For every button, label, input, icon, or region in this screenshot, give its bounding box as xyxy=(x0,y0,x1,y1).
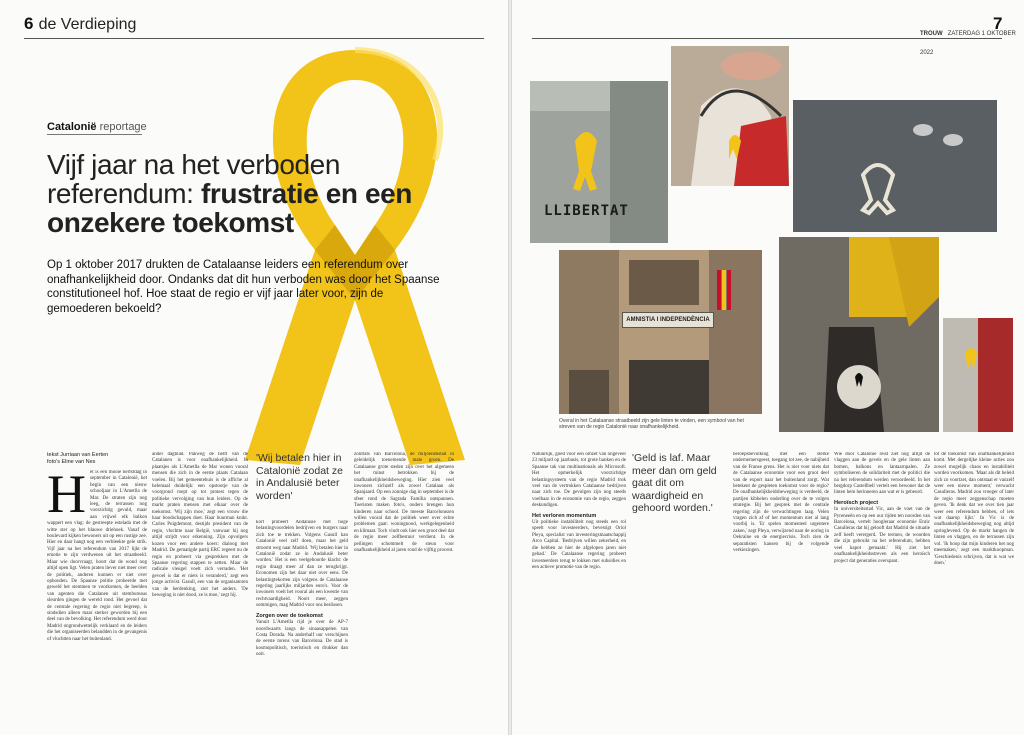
intro-paragraph: Op 1 oktober 2017 drukten de Catalaanse leiders een referendum over onafhankelijkheid door. Ondanks dat dit hun verboden was door het Spaanse constitutioneel hof. Hoe staat de regio er vijf jaar later voor, zijn de gemoederen bekoeld? xyxy=(47,259,440,315)
right-header-rule xyxy=(532,38,1002,39)
photo-shutter-ribbon xyxy=(943,318,1013,432)
column-1-text: et is een mooie herfstdag in september in Catalonië, het begin van een nieuw schooljaar in L'Ametlla de Mar. De straten zijn nog leeg, de terrassen nog voorzichtig gevuld, maar aan vrijwel elk balkon wappert een vlag: de gestreepte estelada met de witte ster op het blauwe driehoek. Vanaf de boulevard kijken bewoners uit op een rustige zee. Hier en daar hangt nog een verbleekte gele strik. Vijf jaar na het referendum van 2017 lijkt de emotie te zijn verdwenen uit het straatbeeld. Maar wie doorvraagt, hoort dat de wond nog altijd open ligt. Velen praten liever niet meer over de politiek, anderen kunnen er niet over ophouden. De Spaanse politie probeerde met geweld het stemmen te voorkomen, de beelden van agenten die Catalanen uit stembureaus sleurden gingen de wereld rond. Het gevoel dat de centrale regering de regio niet begreep, is sindsdien alleen maar sterker geworden bij een deel van de bevolking. Het referendum werd door Madrid ongrondwettelijk verklaard en de leiders die het organiseerden belandden in de gevangenis of vluchtten naar het buitenland. xyxy=(47,470,147,642)
street-photo-graphic xyxy=(793,100,997,232)
shutter-photo-graphic xyxy=(943,318,1013,432)
photo-balcony-banner xyxy=(559,250,762,414)
article-column-4 xyxy=(354,452,454,728)
subhead-momentum: Het verloren momentum xyxy=(532,512,597,519)
photo-caption: Overal in het Catalaanse straatbeeld zijn gele linten te vinden, een symbool van het streven van de regio Catalonië naar onafhankelijkheid. xyxy=(559,418,744,430)
dropcap: H xyxy=(47,470,86,524)
left-header-rule xyxy=(24,38,484,39)
left-header xyxy=(24,14,136,34)
lamppost-photo-graphic xyxy=(779,237,939,432)
headline xyxy=(47,150,427,237)
right-column-3 xyxy=(834,452,930,728)
bag-photo-graphic xyxy=(671,46,789,186)
column-3b-text: Vanuit L'Ametlla rijd je over de AP-7 noordwaarts langs de sinaasappelen van Costa Dorada. Na anderhalf uur verschijnen de eerste torens van Barcelona. De stad is kosmopolitisch, toeristisch en drukker dan ooit. xyxy=(256,620,348,658)
article-column-3 xyxy=(256,520,348,728)
right-column-4-text: tot de toekomst van onafhankelijkheid komt. Met dergelijke kleine acties zou zowel mogelijk chaos en instabiliteit worden voorkomen. 'Maar als dit beleid zich zo voortzet, dan ontstaat er vanzelf weer een nieuw moment,' verwacht Casulleras. Madrid zou vroeger of later de regio meer zeggenschap moeten geven. 'Ik denk dat we over tien jaar weer een referendum hebben, of iets wat daarop lijkt.' In Vic is de onafhankelijkheidsbeweging nog altijd springlevend. Op de markt hangen de linten en vlaggen, en de terrassen zijn vol. 'Ik hoop dat mijn kinderen het nog meemaken,' zegt een marktkoopman. 'Geschiedenis schrijven, dat is wat we doen.' xyxy=(934,452,1014,566)
left-page-number: 6 xyxy=(24,14,34,33)
right-column-1b-text: Uit politieke instabiliteit nog steeds een rol speelt voor investeerders, bevestigt Oriol Pleya, specialist van investeringsmaatschappij Arco Capital. 'Bedrijven willen zekerheid, en die hebben ze hier de afgelopen jaren niet gehad.' De Catalaanse regering probeert investeerders terug te lokken met subsidies en een actieve promotie van de regio. xyxy=(532,520,626,570)
photo-street-ribbon xyxy=(793,100,997,232)
photo-lamppost-ribbon xyxy=(779,237,939,432)
right-column-1-text: Natuurlijk, goed voor een omzet van ongeveer 23 miljard op jaarbasis, tot grote banken en de Spaanse tak van multinationals als Microsoft. Het opmerkelijk voorzichtige belastingsysteem van de regio Madrid trok veel van de vertrokken Catalaanse bedrijven naar zich toe. De gevolgen zijn nog steeds voelbaar in de economie van de regio, zeggen deskundigen. xyxy=(532,452,626,509)
kicker-rule xyxy=(47,134,142,135)
subhead-heroisch: Heroïsch project xyxy=(834,499,879,506)
yellow-ribbon-image xyxy=(205,40,505,470)
article-column-1 xyxy=(47,470,147,728)
right-column-1 xyxy=(532,452,626,728)
kicker xyxy=(47,121,147,133)
right-column-2 xyxy=(733,452,829,728)
wall-graffiti: LLIBERTAT xyxy=(544,203,629,219)
right-page-number: 7 xyxy=(993,14,1003,33)
paper-name: TROUW xyxy=(920,31,943,37)
right-column-3b-text: In universiteitsstad Vic, aan de voet van de Pyreneeën en op een uur rijden ten noorden van Barcelona, vertelt hoogleraar economie Enric Casulleras dat hij gelooft dat Madrid de situatie zelf heeft verergerd. 'De termen, de woorden die zijn gebruikt na het referendum, hebben veel kapot gemaakt.' Hij ziet het onafhankelijkheidsstreven als een heroïsch project dat generaties overspant. xyxy=(834,507,930,564)
article-column-2 xyxy=(152,452,248,728)
right-column-2-text: beroepsbevolking met een sterke ondernemersgeest, toegang tot zee, de nabijheid van de Franse grens. Het is niet voor niets dat de Catalaanse economie voor een groot deel van de export naar het buitenland zorgt. Wat betekent de gespleten toekomst voor de regio? De onafhankelijkheidsbeweging is verdeeld, de partijen kibbelen onderling over de te volgen strategie. Bij het gesprek met de centrale regering zijn de verwachtingen laag. Velen vragen zich af of het momentum niet al lang voorbij is. 'Er spelen momenteel urgentere zaken,' zegt Pleya, verwijzend naar de oorlog in Oekraïne en de energiecrisis. Toch zien de separatisten kansen bij de volgende verkiezingen. xyxy=(733,452,829,554)
balcony-photo-graphic xyxy=(559,250,762,414)
column-2-text: ander dagblad. Pakweg de helft van de Catalanen is voor onafhankelijkheid. In plaatsjes als L'Ametlla de Mar wonen vooral mensen die zich in de eerste plaats Catalaan voelen. Bij het gemeentehuis is de affiche al helemaal duidelijk: een opstootje van de voorgrond roept op tot protest tegen de politieke vervolging van hun leiders. Op de markt praten mensen met elkaar over de toekomst. 'Wij zijn moe,' zegt een vrouw die haar boodschappen doet. Haar buurman knikt. Carles Puigdemont, destijds president van de regio, vluchtte naar België, vanwaar hij nog altijd strijdt voor erkenning. Zijn opvolgers kozen voor een andere koers: dialoog met Madrid. De gematigde partij ERC regeert nu de regio en probeert via gesprekken met de Spaanse regering stappen te zetten. Maar de radicale vleugel voelt zich verraden. 'Het gevoel is dat er niets is veranderd,' zegt een jonge activist. Gasull, een van de organisatoren van de herdenking, ziet het anders. 'De beweging is niet dood, ze is moe,' zegt hij. xyxy=(152,452,248,598)
kicker-topic: Catalonië xyxy=(47,121,97,133)
section-label: de Verdieping xyxy=(38,16,137,33)
banner-text: AMNISTIA I INDEPENDÈNCIA xyxy=(622,312,714,328)
byline-text: tekst Jurriaan van Eerten xyxy=(47,452,109,458)
right-header-number xyxy=(993,14,1002,34)
byline-photos: foto's Eline van Nes xyxy=(47,459,96,465)
paper-date: ZATERDAG 1 OKTOBER 2022 xyxy=(920,31,1016,56)
column-4-text: zonflats van Barcelona, de miljoenenstad in geleidelijk toenemende mate groen. De Catalaanse grote steden zijn over het algemeen het minst betrokken bij de onafhankelijkheidsbeweging. Hier zien veel inwoners zichzelf als zowel Catalaan als Spanjaard. Op een zonnige dag in september is de sfeer rond de Sagrada Família ontspannen. Toeristen maken foto's, ouders brengen hun kinderen naar school. De meeste Barcelonezen willen vooral dat de politiek weer over echte problemen gaat: woningnood, werkgelegenheid en klimaat. Toch vindt ook hier een groot deel dat de regio meer zelfbestuur verdient. In de peilingen schommelt de steun voor onafhankelijkheid al jaren rond de vijftig procent. xyxy=(354,452,454,554)
photo-bag-ribbon xyxy=(671,46,789,186)
right-header-paper xyxy=(920,20,1024,58)
right-column-3-text: Wie door Catalonië reist ziet nog altijd de vlaggen aan de gevels en de gele linten aan bomen, balkons en lantaarnpalen. Ze symboliseren de solidariteit met de politici die na het referendum werden veroordeeld. In het bergdorp Castellbell vertelt een bewoner dat de linten hem herinneren aan wat er is gebeurd. xyxy=(834,452,930,496)
headline-light: Vijf jaar na het verboden referendum: xyxy=(47,149,341,209)
byline xyxy=(47,452,108,466)
right-pull-quote: 'Geld is laf. Maar meer dan om geld gaat dit om waardigheid en gehoord worden.' xyxy=(632,452,717,514)
kicker-type: reportage xyxy=(99,121,147,133)
column-3-text: kort probeert Andalusië met hoge belastingvoordelen bedrijven en burgers naar zich toe te trekken. Volgens Gasull kan Catalonië veel zelf doen, maar het geld stroomt weg naar Madrid. 'Wij betalen hier in Catalonië zodat ze in Andalusië beter worden.' Het is een veelgehoorde klacht: de regio draagt meer af dan ze terugkrijgt. Economen zijn het daar niet over eens. De belastingtekorten zijn volgens de Catalaanse regering jaarlijks miljarden euro's. Voor de inwoners voelt het vooral als een kwestie van rechtvaardigheid. Nooit meer, zeggen sommigen, mag Madrid voor ons beslissen. xyxy=(256,520,348,609)
right-column-4 xyxy=(934,452,1014,728)
photo-wall-ribbon xyxy=(530,81,668,243)
pull-quote: 'Wij betalen hier in Catalonië zodat ze in Andalusië beter worden' xyxy=(256,452,343,502)
right-page xyxy=(512,0,1024,735)
headline-bold: frustratie en een onzekere toekomst xyxy=(47,178,413,238)
left-page xyxy=(0,0,508,735)
subhead-zorgen: Zorgen over de toekomst xyxy=(256,612,323,619)
